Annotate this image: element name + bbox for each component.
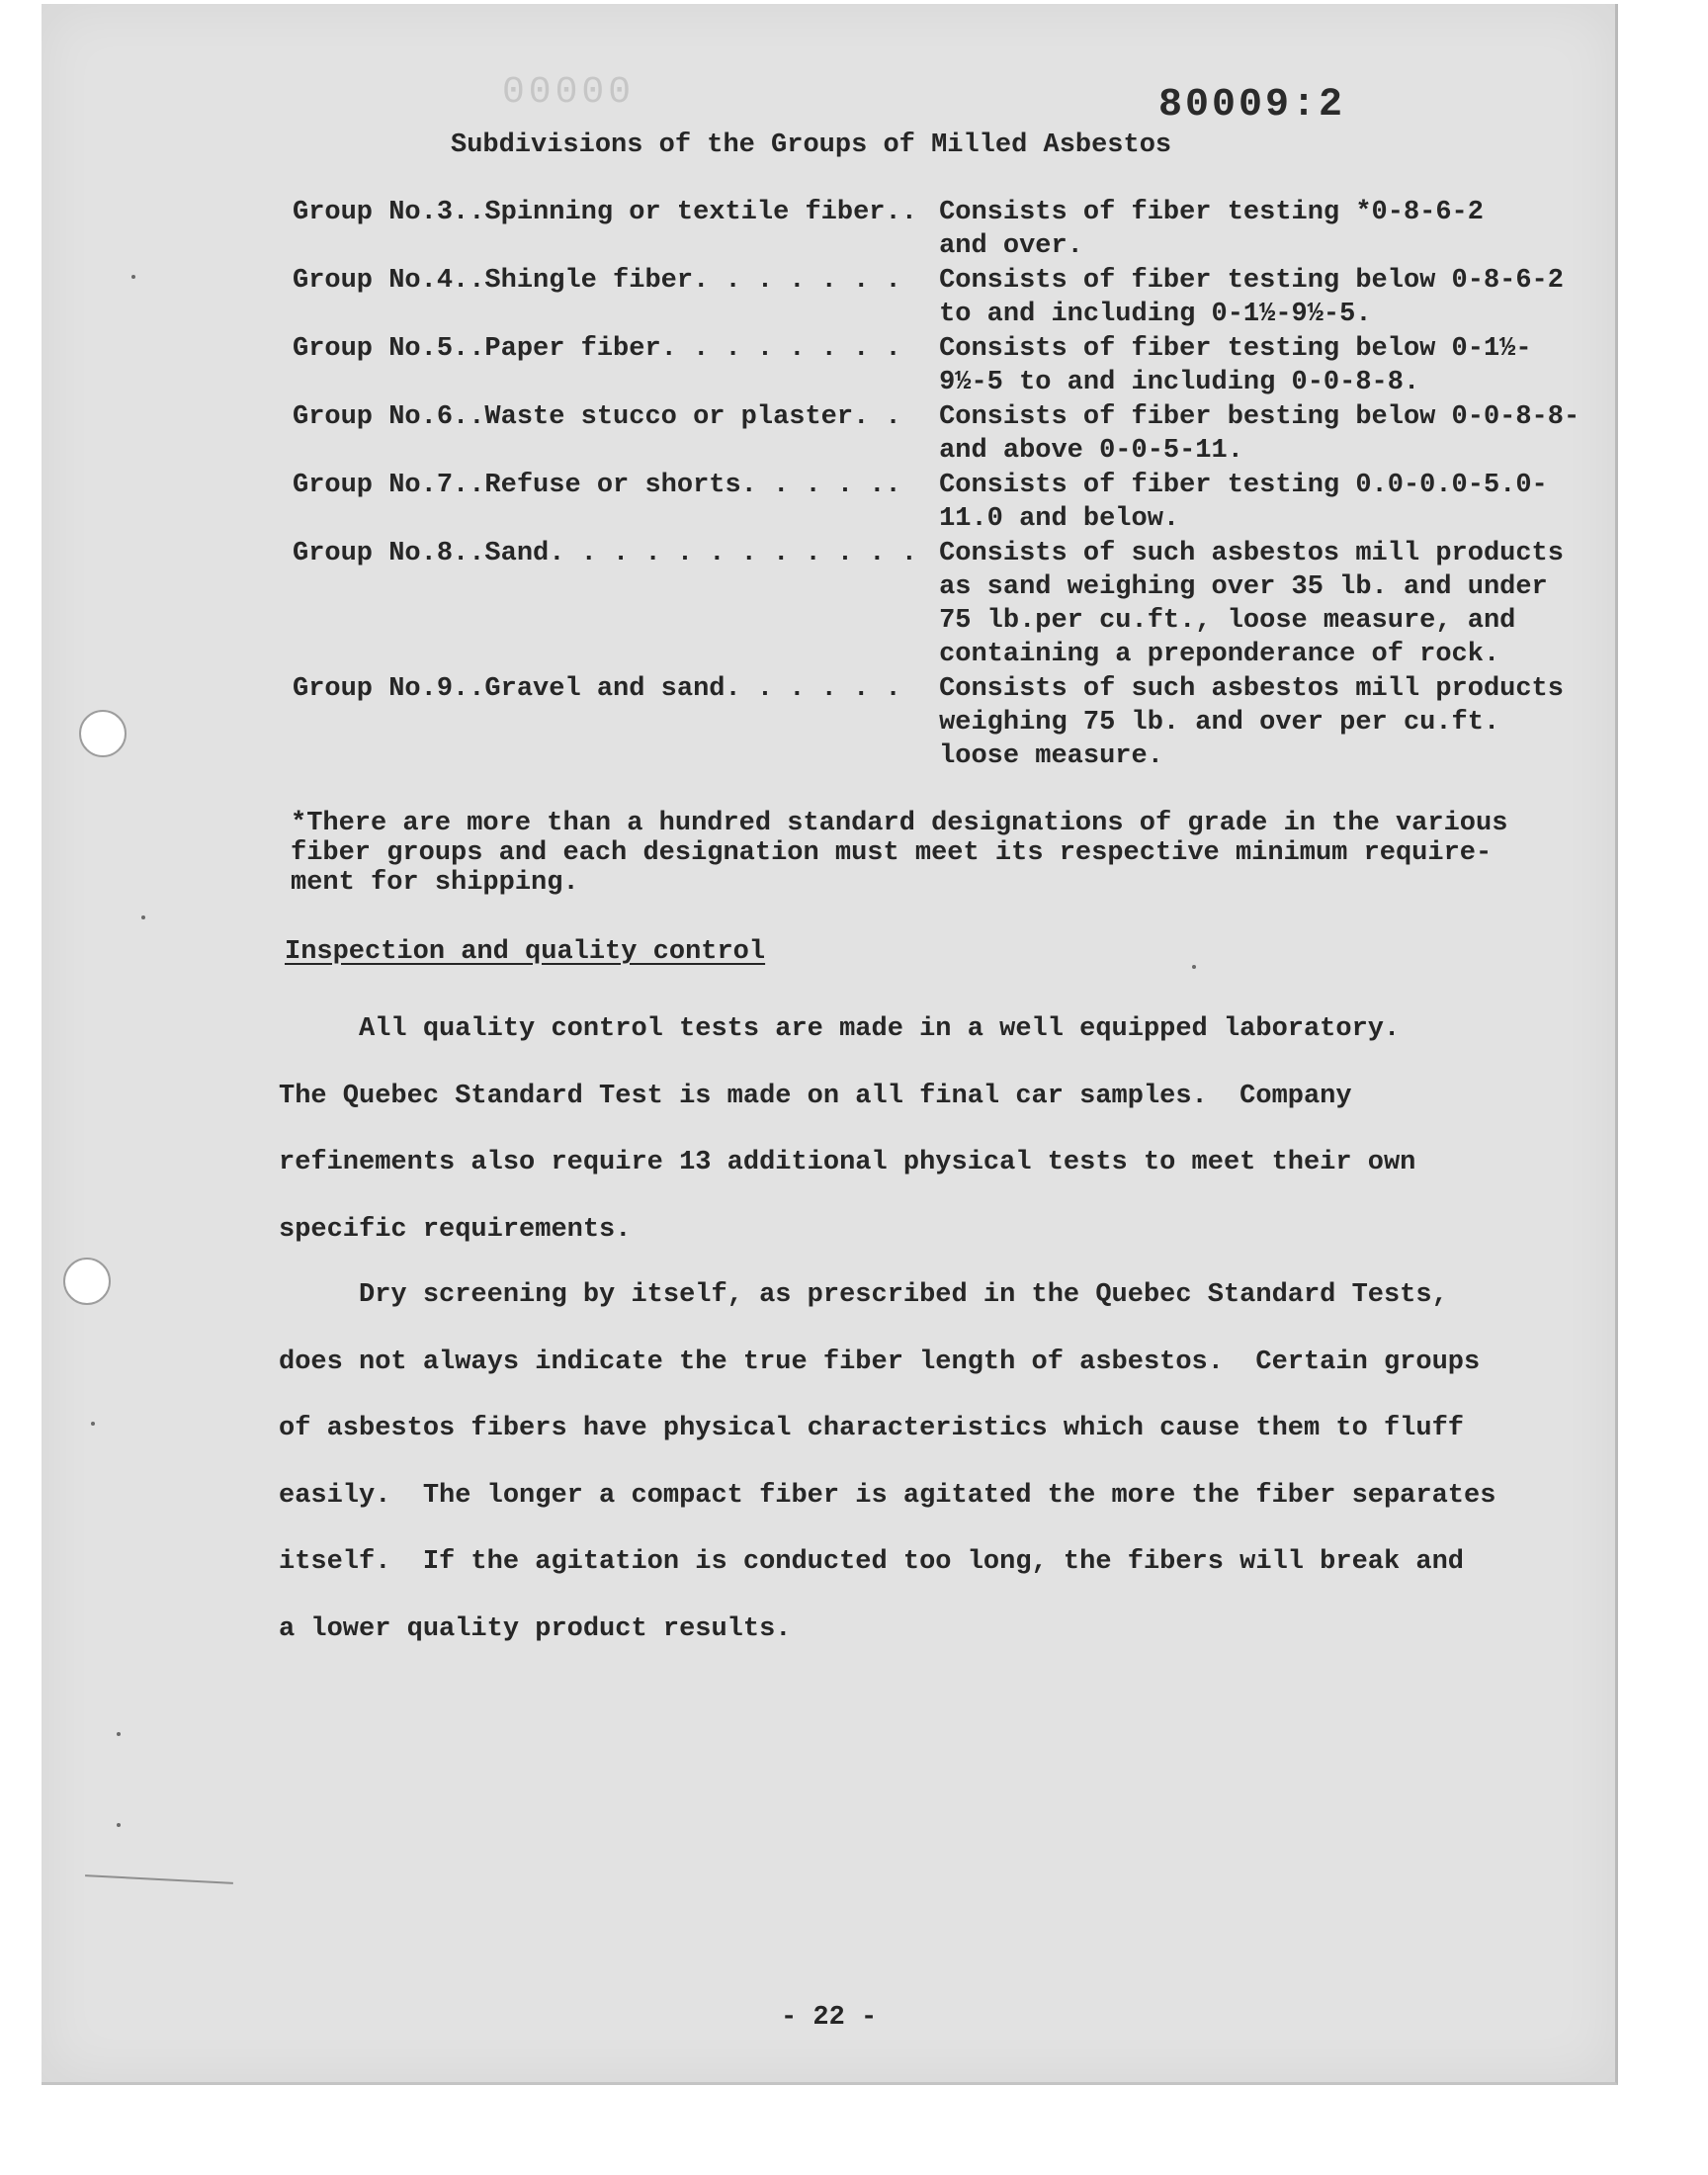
group-label: Group No.5..Paper fiber. . . . . . . .: [293, 334, 901, 364]
group-description-line: as sand weighing over 35 lb. and under: [939, 572, 1548, 602]
group-description: [939, 264, 1607, 331]
group-description: [939, 196, 1607, 263]
group-description: [939, 332, 1607, 399]
stamp-number: 80009:2: [1158, 83, 1346, 128]
group-description-line: Consists of fiber testing *0-8-6-2: [939, 198, 1484, 227]
paragraph-line: does not always indicate the true fiber length of asbestos. Certain groups: [279, 1347, 1481, 1377]
footnote-line: fiber groups and each designation must meet its respective minimum require-: [291, 838, 1493, 868]
paragraph-line: Dry screening by itself, as prescribed in the Quebec Standard Tests,: [279, 1280, 1448, 1310]
group-description-line: 9½-5 to and including 0-0-8-8.: [939, 368, 1420, 397]
group-label: Group No.7..Refuse or shorts. . . . ..: [293, 471, 901, 500]
group-row: [293, 332, 1607, 399]
group-description-line: Consists of such asbestos mill products: [939, 674, 1564, 704]
group-description-line: and over.: [939, 231, 1083, 261]
group-description-line: to and including 0-1½-9½-5.: [939, 300, 1372, 329]
group-label: Group No.4..Shingle fiber. . . . . . .: [293, 266, 901, 296]
group-description-line: and above 0-0-5-11.: [939, 436, 1243, 466]
group-row: [293, 400, 1607, 468]
group-description: [939, 400, 1607, 468]
page-number: - 22 -: [781, 2003, 878, 2033]
group-description-line: Consists of fiber testing 0.0-0.0-5.0-: [939, 471, 1548, 500]
group-description-line: containing a preponderance of rock.: [939, 640, 1500, 669]
group-row: [293, 537, 1607, 671]
paragraph-line: The Quebec Standard Test is made on all final car samples. Company: [279, 1081, 1352, 1111]
group-label: Group No.9..Gravel and sand. . . . . .: [293, 674, 901, 704]
paragraph-line: easily. The longer a compact fiber is agitated the more the fiber separates: [279, 1480, 1496, 1511]
paragraph-line: specific requirements.: [279, 1214, 632, 1245]
footnote-line: *There are more than a hundred standard designations of grade in the various: [291, 809, 1508, 838]
group-row: [293, 672, 1607, 773]
group-description-line: weighing 75 lb. and over per cu.ft.: [939, 708, 1500, 738]
paragraph-line: of asbestos fibers have physical characteristics which cause them to fluff: [279, 1414, 1464, 1443]
group-description-line: 11.0 and below.: [939, 504, 1180, 534]
faint-stamp-number: 00000: [502, 71, 636, 114]
group-description-line: Consists of such asbestos mill products: [939, 539, 1564, 568]
group-description: [939, 537, 1607, 671]
footnote-line: ment for shipping.: [291, 868, 579, 898]
group-description-line: Consists of fiber besting below 0-0-8-8-: [939, 402, 1580, 432]
groups-list: [293, 196, 1607, 774]
group-label: Group No.3..Spinning or textile fiber..: [293, 198, 917, 227]
group-description: [939, 672, 1607, 773]
group-row: [293, 264, 1607, 331]
paragraph-line: refinements also require 13 additional physical tests to meet their own: [279, 1148, 1416, 1177]
paragraph-line: a lower quality product results.: [279, 1613, 792, 1644]
group-row: [293, 196, 1607, 263]
paragraph-line: itself. If the agitation is conducted too long, the fibers will break and: [279, 1547, 1464, 1577]
section-heading: Inspection and quality control: [285, 937, 766, 967]
paragraph-quality-tests: [279, 997, 1564, 1263]
paragraph-dry-screening: [279, 1262, 1564, 1663]
group-description-line: 75 lb.per cu.ft., loose measure, and: [939, 606, 1516, 636]
group-description-line: Consists of fiber testing below 0-8-6-2: [939, 266, 1564, 296]
group-label: Group No.8..Sand. . . . . . . . . . . .: [293, 539, 917, 568]
group-label: Group No.6..Waste stucco or plaster. .: [293, 402, 901, 432]
footnote: [291, 809, 1576, 898]
group-description: [939, 469, 1607, 536]
group-row: [293, 469, 1607, 536]
group-description-line: loose measure.: [939, 741, 1163, 771]
group-description-line: Consists of fiber testing below 0-1½-: [939, 334, 1532, 364]
paragraph-line: All quality control tests are made in a well equipped laboratory.: [279, 1014, 1401, 1044]
page-title: Subdivisions of the Groups of Milled Asbestos: [451, 130, 1172, 160]
